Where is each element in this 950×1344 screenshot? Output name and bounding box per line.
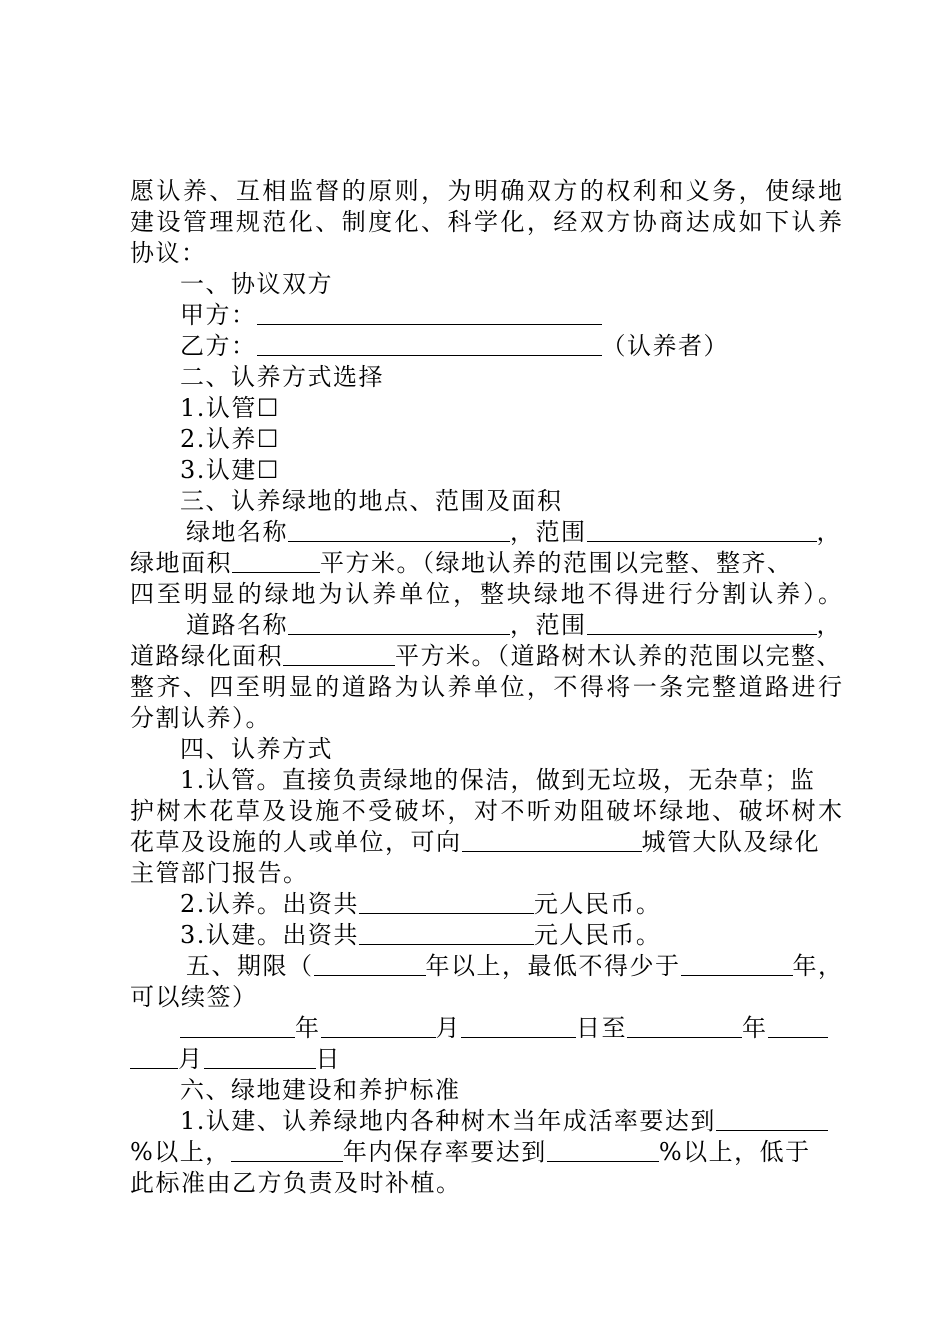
text-fragment: 元人民币。 bbox=[533, 921, 662, 949]
text-fragment: 城管大队及绿化 bbox=[641, 828, 820, 856]
text-fragment: %以上，低于 bbox=[658, 1138, 811, 1166]
text-line bbox=[130, 827, 820, 857]
section-heading: 三、认养绿地的地点、范围及面积 bbox=[180, 487, 563, 515]
punctuation: ， bbox=[816, 611, 842, 639]
field-label: 道路名称 bbox=[186, 611, 288, 639]
party-b-label: 乙方： bbox=[180, 332, 257, 360]
field-label: ，范围 bbox=[510, 518, 587, 546]
fill-blank bbox=[359, 889, 534, 914]
text-line: 四至明显的绿地为认养单位，整块绿地不得进行分割认养）。 bbox=[130, 580, 842, 608]
text-fragment: 平方米。（绿地认养的范围以完整、整齐、 bbox=[320, 549, 793, 577]
fill-blank bbox=[232, 548, 320, 573]
text-line bbox=[130, 641, 842, 671]
text-line: 护树木花草及设施不受破坏，对不听劝阻破坏绿地、破坏树木 bbox=[130, 797, 842, 825]
text-line: 可以续签） bbox=[130, 983, 258, 1011]
date-range-line bbox=[180, 1013, 828, 1043]
field-label: ，范围 bbox=[510, 611, 587, 639]
section-heading: 一、协议双方 bbox=[180, 270, 333, 298]
fill-blank bbox=[768, 1013, 828, 1038]
text-fragment: 年 bbox=[295, 1014, 321, 1042]
text-line: 整齐、四至明显的道路为认养单位，不得将一条完整道路进行 bbox=[130, 673, 842, 701]
punctuation: ， bbox=[816, 518, 842, 546]
text-fragment: 日 bbox=[315, 1045, 341, 1073]
text-line: 分割认养）。 bbox=[130, 704, 271, 732]
text-fragment: 元人民币。 bbox=[533, 890, 662, 918]
text-fragment: 2.认养。出资共 bbox=[180, 890, 359, 918]
section-heading: 六、绿地建设和养护标准 bbox=[180, 1076, 461, 1104]
text-fragment: 3.认建。出资共 bbox=[180, 921, 359, 949]
fill-blank bbox=[180, 1013, 295, 1038]
text-line: 1.认管。直接负责绿地的保洁，做到无垃圾，无杂草；监 bbox=[180, 766, 816, 794]
fill-blank bbox=[359, 920, 534, 945]
party-a-line bbox=[180, 300, 602, 330]
fill-blank bbox=[461, 1013, 576, 1038]
party-a-blank bbox=[257, 300, 602, 325]
text-fragment: 平方米。（道路树木认养的范围以完整、 bbox=[395, 642, 842, 670]
option-checkbox: 3.认建☐ bbox=[180, 456, 280, 484]
text-line bbox=[186, 610, 842, 640]
fill-blank bbox=[587, 517, 817, 542]
text-line bbox=[130, 1137, 811, 1167]
text-line: 愿认养、互相监督的原则，为明确双方的权利和义务，使绿地 bbox=[130, 177, 842, 205]
fill-blank bbox=[130, 1044, 178, 1069]
fill-blank bbox=[716, 1106, 828, 1131]
text-line: 主管部门报告。 bbox=[130, 859, 309, 887]
field-label: 道路绿化面积 bbox=[130, 642, 283, 670]
party-b-line bbox=[180, 331, 729, 361]
fill-blank bbox=[627, 1013, 742, 1038]
text-fragment: 日至 bbox=[576, 1014, 627, 1042]
text-line bbox=[186, 951, 844, 981]
text-line bbox=[180, 920, 661, 950]
fill-blank bbox=[321, 1013, 436, 1038]
option-checkbox: 1.认管☐ bbox=[180, 394, 280, 422]
fill-blank bbox=[283, 641, 395, 666]
text-fragment: 年内保存率要达到 bbox=[342, 1138, 547, 1166]
section-heading: 五、期限（ bbox=[186, 952, 314, 980]
party-b-note: （认养者） bbox=[601, 332, 729, 360]
text-line bbox=[180, 1106, 828, 1136]
option-checkbox: 2.认养☐ bbox=[180, 425, 280, 453]
fill-blank bbox=[681, 951, 793, 976]
party-b-blank bbox=[257, 331, 602, 356]
text-fragment: 年 bbox=[742, 1014, 768, 1042]
text-line: 此标准由乙方负责及时补植。 bbox=[130, 1169, 462, 1197]
fill-blank bbox=[231, 1137, 343, 1162]
fill-blank bbox=[462, 827, 642, 852]
fill-blank bbox=[314, 951, 426, 976]
field-label: 绿地名称 bbox=[186, 518, 288, 546]
text-fragment: %以上， bbox=[130, 1138, 231, 1166]
text-fragment: 花草及设施的人或单位，可向 bbox=[130, 828, 462, 856]
text-fragment: 年， bbox=[792, 952, 844, 980]
section-heading: 二、认养方式选择 bbox=[180, 363, 384, 391]
fill-blank bbox=[288, 517, 510, 542]
text-fragment: 年以上，最低不得少于 bbox=[425, 952, 681, 980]
fill-blank bbox=[587, 610, 817, 635]
section-heading: 四、认养方式 bbox=[180, 735, 333, 763]
date-range-line bbox=[130, 1044, 341, 1074]
text-line bbox=[186, 517, 842, 547]
text-fragment: 月 bbox=[178, 1045, 204, 1073]
fill-blank bbox=[288, 610, 510, 635]
text-line bbox=[130, 548, 793, 578]
text-line bbox=[180, 889, 661, 919]
text-line: 协议： bbox=[130, 239, 207, 267]
text-fragment: 1.认建、认养绿地内各种树木当年成活率要达到 bbox=[180, 1107, 716, 1135]
fill-blank bbox=[547, 1137, 659, 1162]
text-fragment: 月 bbox=[435, 1014, 461, 1042]
field-label: 绿地面积 bbox=[130, 549, 232, 577]
party-a-label: 甲方： bbox=[180, 301, 257, 329]
fill-blank bbox=[204, 1044, 316, 1069]
text-line: 建设管理规范化、制度化、科学化，经双方协商达成如下认养 bbox=[130, 208, 842, 236]
